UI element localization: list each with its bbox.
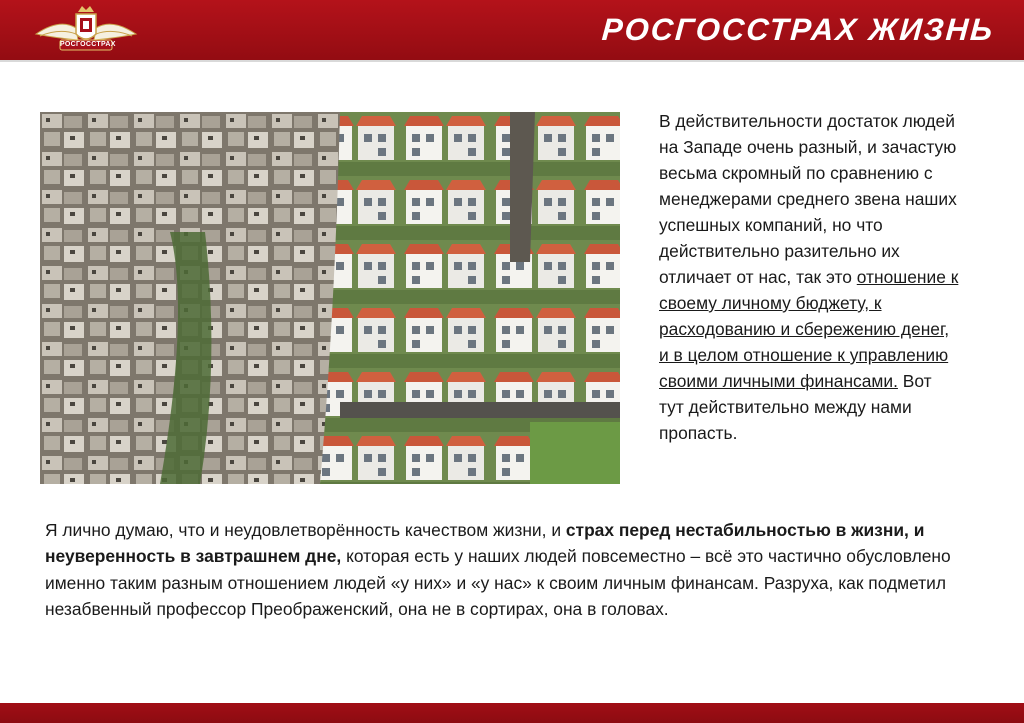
header-bar (0, 0, 1024, 62)
side-text-underlined: отношение к своему личному бюджету, к расходованию и сбережению денег, и в целом отношение к управлению своими личными финансами. (659, 267, 959, 391)
bottom-text-bold: страх перед нестабильностью в жизни, и неуверенность в завтрашнем дне, (45, 520, 925, 567)
logo[interactable] (30, 4, 142, 56)
logo-caption: РОСГОССТРАХ (60, 41, 116, 48)
photo-illustration (40, 112, 620, 484)
bottom-text-end: которая есть у наших людей повсеместно – всё это частично обусловлено именно таким разным отношением людей «у них» и «у нас» к своим личным финансам. Разруха, как подметил незабвенный профессор Преображенский, она не в сортирах, она в головах. (45, 546, 951, 619)
brand-title: РОСГОССТРАХ ЖИЗНЬ (600, 12, 996, 47)
bottom-paragraph (45, 517, 990, 622)
side-text-intro: В действительности достаток людей на Западе очень разный, и зачастую весьма скромный по сравнению с менеджерами среднего звена наших успешных компаний, но что действительно разительно их отличает от нас, так это (659, 111, 957, 287)
bottom-text-start: Я лично думаю, что и неудовлетворённость качеством жизни, и (45, 520, 562, 540)
city-aerial-photo (40, 112, 620, 484)
side-text-conclusion: Вот тут действительно между нами пропасть. (659, 371, 932, 443)
footer-bar (0, 703, 1024, 723)
side-paragraph (659, 108, 959, 446)
